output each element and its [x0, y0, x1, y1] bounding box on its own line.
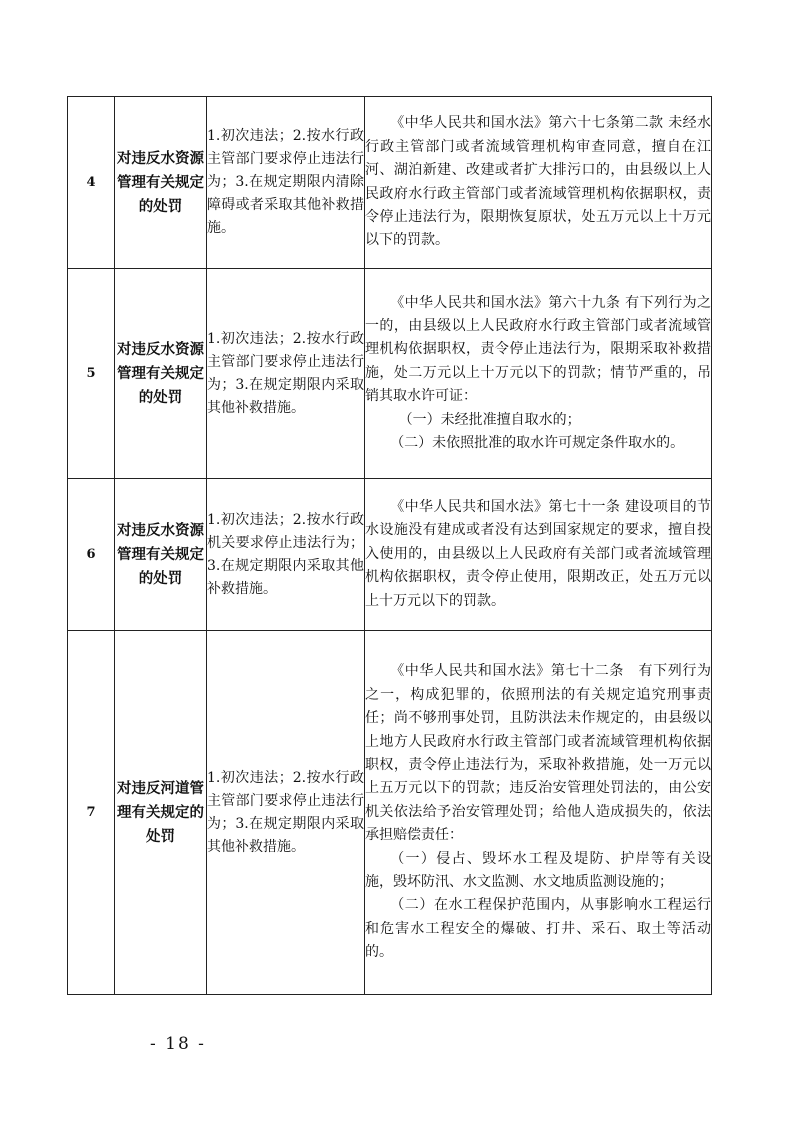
legal-basis	[365, 269, 712, 479]
basis-item: （一）未经批准擅自取水的；	[398, 411, 581, 428]
page-number: - 18 -	[150, 1034, 206, 1054]
penalty-name: 对违反水资源管理有关规定的处罚	[115, 269, 207, 479]
table-row	[68, 269, 712, 479]
basis-paragraph: 《中华人民共和国水法》第七十一条 建设项目的节水设施没有建成或者没有达到国家规定的要求，擅自投入使用的，由县级以上人民政府有关部门或者流域管理机构依据职权，责令停止使用，限期改正，处五万元以上十万元以下的罚款。	[365, 498, 711, 609]
row-number: 5	[68, 269, 115, 479]
penalty-name: 对违反水资源管理有关规定的处罚	[115, 97, 207, 269]
table-row	[68, 631, 712, 995]
legal-basis	[365, 97, 712, 269]
penalty-name: 对违反水资源管理有关规定的处罚	[115, 479, 207, 631]
penalty-name: 对违反河道管理有关规定的处罚	[115, 631, 207, 995]
row-number: 4	[68, 97, 115, 269]
exemption-conditions: 1.初次违法；2.按水行政机关要求停止违法行为；3.在规定期限内采取其他补救措施。	[207, 479, 365, 631]
legal-basis	[365, 631, 712, 995]
table-row	[68, 479, 712, 631]
table-row	[68, 97, 712, 269]
basis-item: （二）在水工程保护范围内，从事影响水工程运行和危害水工程安全的爆破、打井、采石、取土等活动的。	[365, 897, 711, 961]
exemption-conditions: 1.初次违法；2.按水行政主管部门要求停止违法行为；3.在规定期限内清除障碍或者采取其他补救措施。	[207, 97, 365, 269]
basis-item: （一）侵占、毁坏水工程及堤防、护岸等有关设施，毁坏防汛、水文监测、水文地质监测设施的；	[365, 850, 711, 891]
basis-paragraph: 《中华人民共和国水法》第七十二条 有下列行为之一，构成犯罪的，依照刑法的有关规定追究刑事责任；尚不够刑事处罚，且防洪法未作规定的，由县级以上地方人民政府水行政主管部门或者流域管理机构依据职权，责令停止违法行为，采取补救措施，处一万元以上五万元以下的罚款；违反治安管理处罚法的，由公安机关依法给予治安管理处罚；给他人造成损失的，依法承担赔偿责任：	[365, 663, 711, 844]
penalty-table	[67, 96, 712, 995]
row-number: 6	[68, 479, 115, 631]
legal-basis	[365, 479, 712, 631]
basis-paragraph: 《中华人民共和国水法》第六十七条第二款 未经水行政主管部门或者流域管理机构审查同意，擅自在江河、湖泊新建、改建或者扩大排污口的，由县级以上人民政府水行政主管部门或者流域管理机构依据职权，责令停止违法行为，限期恢复原状，处五万元以上十万元以下的罚款。	[365, 115, 711, 249]
basis-item: （二）未依照批准的取水许可规定条件取水的。	[390, 435, 685, 452]
row-number: 7	[68, 631, 115, 995]
exemption-conditions: 1.初次违法；2.按水行政主管部门要求停止违法行为；3.在规定期限内采取其他补救措施。	[207, 631, 365, 995]
basis-paragraph: 《中华人民共和国水法》第六十九条 有下列行为之一的，由县级以上人民政府水行政主管部门或者流域管理机构依据职权，责令停止违法行为，限期采取补救措施，处二万元以上十万元以下的罚款；情节严重的，吊销其取水许可证：	[365, 294, 711, 405]
exemption-conditions: 1.初次违法；2.按水行政主管部门要求停止违法行为；3.在规定期限内采取其他补救措施。	[207, 269, 365, 479]
